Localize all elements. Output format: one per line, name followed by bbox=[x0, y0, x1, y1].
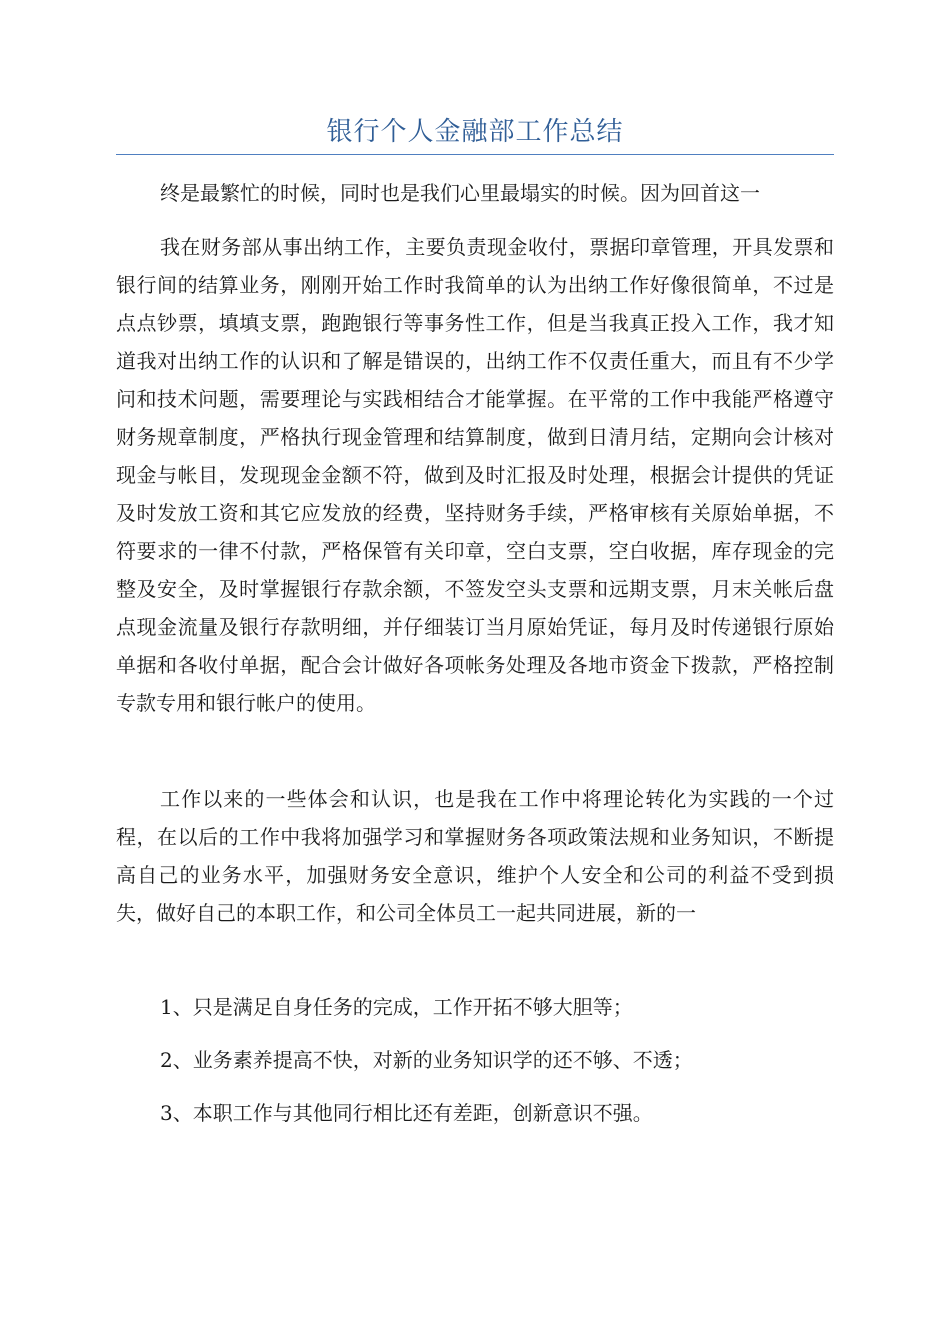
list-item-3: 3、本职工作与其他同行相比还有差距，创新意识不强。 bbox=[160, 1101, 653, 1125]
list-item-2: 2、业务素养提高不快，对新的业务知识学的还不够、不透； bbox=[160, 1048, 693, 1072]
document-title: 银行个人金融部工作总结 bbox=[326, 117, 624, 147]
title-underline bbox=[116, 154, 834, 155]
paragraph-1: 终是最繁忙的时候，同时也是我们心里最塌实的时候。因为回首这一 bbox=[160, 181, 760, 205]
paragraph-2: 我在财务部从事出纳工作，主要负责现金收付，票据印章管理，开具发票和银行间的结算业务，刚刚开始工作时我简单的认为出纳工作好像很简单，不过是点点钞票，填填支票，跑跑银行等事务性工作，但是当我真正投入工作，我才知道我对出纳工作的认识和了解是错误的，出纳工作不仅责任重大，而且有不少学问和技术问题，需要理论与实践相结合才能掌握。在平常的工作中我能严格遵守财务规章制度，严格执行现金管理和结算制度，做到日清月结，定期向会计核对现金与帐目，发现现金金额不符，做到及时汇报及时处理，根据会计提供的凭证及时发放工资和其它应发放的经费，坚持财务手续，严格审核有关原始单据，不符要求的一律不付款，严格保管有关印章，空白支票，空白收据，库存现金的完整及安全，及时掌握银行存款余额，不签发空头支票和远期支票，月末关帐后盘点现金流量及银行存款明细，并仔细装订当月原始凭证，每月及时传递银行原始单据和各收付单据，配合会计做好各项帐务处理及各地市资金下拨款，严格控制专款专用和银行帐户的使用。 bbox=[116, 235, 834, 715]
paragraph-3: 工作以来的一些体会和认识，也是我在工作中将理论转化为实践的一个过程，在以后的工作中我将加强学习和掌握财务各项政策法规和业务知识，不断提高自己的业务水平，加强财务安全意识，维护个人安全和公司的利益不受到损失，做好自己的本职工作，和公司全体员工一起共同进展，新的一 bbox=[116, 787, 834, 925]
list-item-1: 1、只是满足自身任务的完成，工作开拓不够大胆等； bbox=[160, 995, 633, 1019]
